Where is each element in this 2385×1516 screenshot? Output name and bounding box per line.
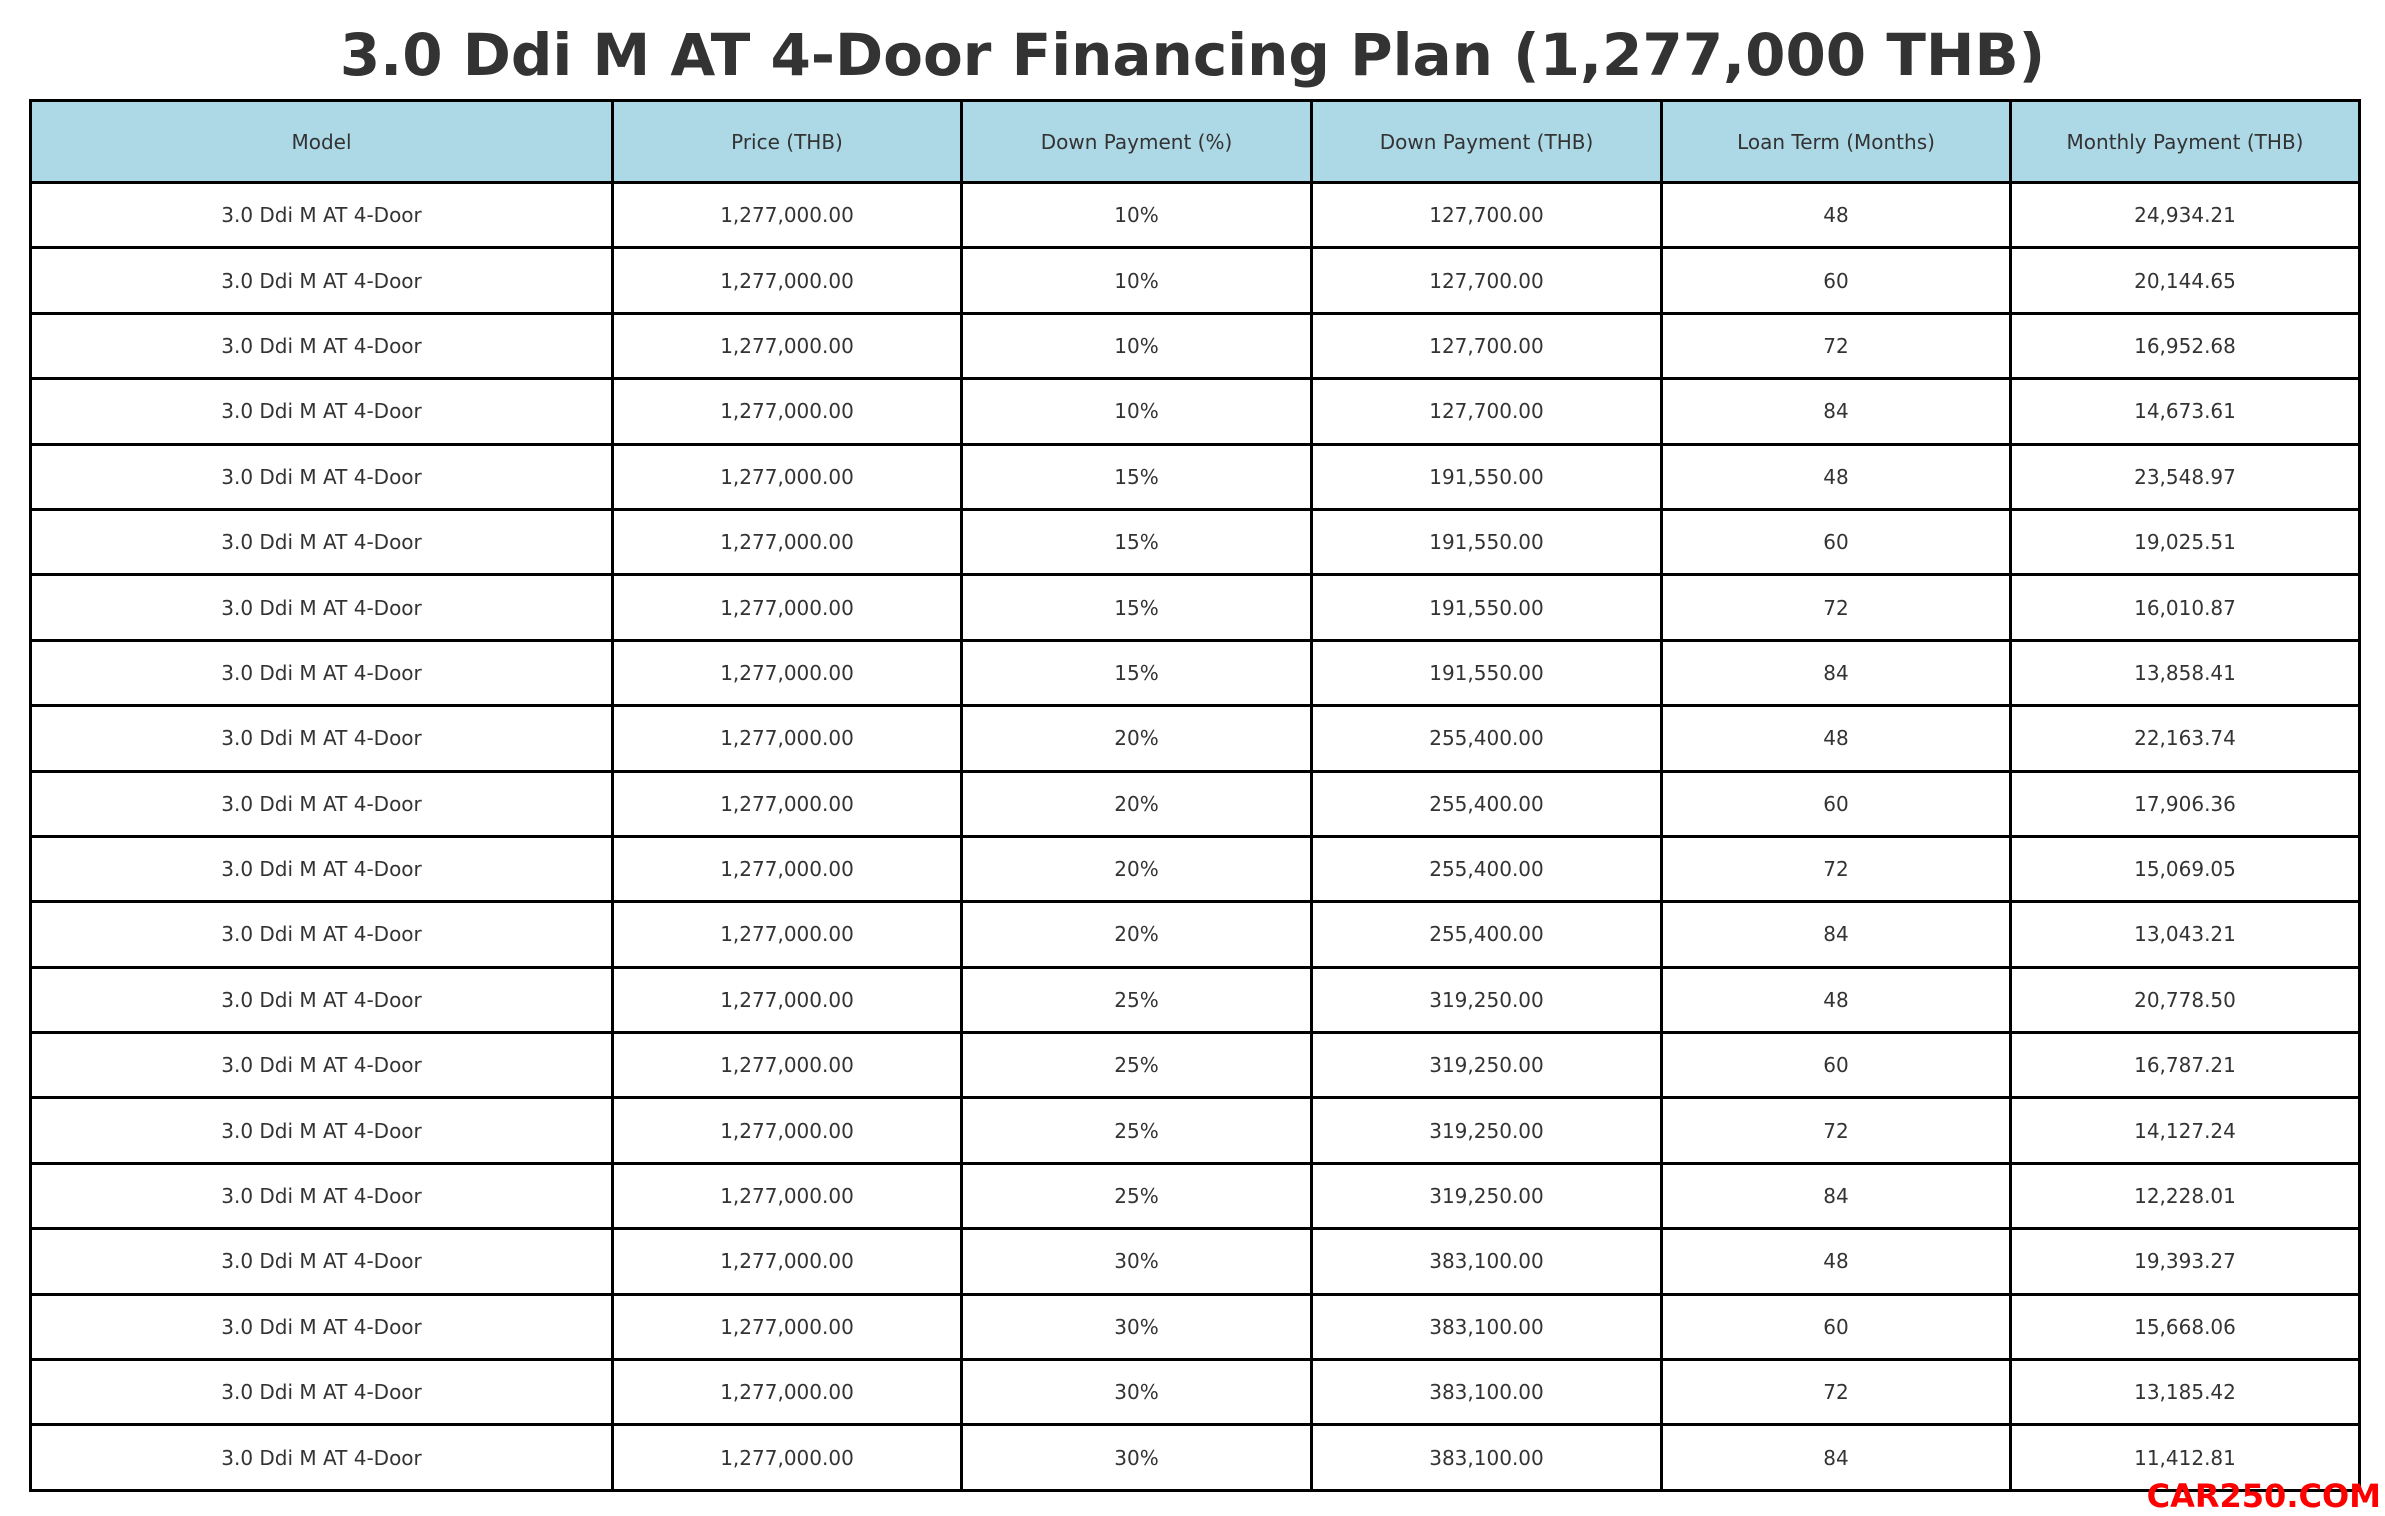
table-body [31, 183, 2360, 1491]
cell-price: 1,277,000.00 [613, 1163, 962, 1228]
cell-down-payment-thb: 191,550.00 [1312, 575, 1662, 640]
cell-monthly-payment: 15,069.05 [2011, 836, 2360, 901]
cell-price: 1,277,000.00 [613, 706, 962, 771]
cell-model: 3.0 Ddi M AT 4-Door [31, 1163, 613, 1228]
table-row [31, 640, 2360, 705]
cell-price: 1,277,000.00 [613, 1229, 962, 1294]
column-header-loan-term: Loan Term (Months) [1662, 101, 2011, 183]
cell-down-payment-percent: 30% [962, 1229, 1312, 1294]
cell-model: 3.0 Ddi M AT 4-Door [31, 967, 613, 1032]
cell-down-payment-thb: 191,550.00 [1312, 509, 1662, 574]
cell-down-payment-percent: 20% [962, 902, 1312, 967]
cell-model: 3.0 Ddi M AT 4-Door [31, 379, 613, 444]
column-header-price: Price (THB) [613, 101, 962, 183]
cell-price: 1,277,000.00 [613, 1360, 962, 1425]
cell-down-payment-thb: 383,100.00 [1312, 1360, 1662, 1425]
cell-price: 1,277,000.00 [613, 313, 962, 378]
cell-monthly-payment: 16,010.87 [2011, 575, 2360, 640]
cell-price: 1,277,000.00 [613, 444, 962, 509]
cell-down-payment-thb: 127,700.00 [1312, 248, 1662, 313]
cell-loan-term: 72 [1662, 575, 2011, 640]
cell-down-payment-thb: 383,100.00 [1312, 1229, 1662, 1294]
table-row [31, 836, 2360, 901]
cell-down-payment-percent: 30% [962, 1294, 1312, 1359]
column-header-down-payment-thb: Down Payment (THB) [1312, 101, 1662, 183]
cell-model: 3.0 Ddi M AT 4-Door [31, 902, 613, 967]
cell-down-payment-thb: 191,550.00 [1312, 444, 1662, 509]
cell-model: 3.0 Ddi M AT 4-Door [31, 313, 613, 378]
cell-monthly-payment: 11,412.81 [2011, 1425, 2360, 1490]
cell-price: 1,277,000.00 [613, 379, 962, 444]
cell-down-payment-percent: 20% [962, 836, 1312, 901]
table-row [31, 379, 2360, 444]
cell-model: 3.0 Ddi M AT 4-Door [31, 1098, 613, 1163]
cell-down-payment-percent: 25% [962, 967, 1312, 1032]
cell-monthly-payment: 16,787.21 [2011, 1033, 2360, 1098]
cell-loan-term: 60 [1662, 771, 2011, 836]
cell-price: 1,277,000.00 [613, 1425, 962, 1490]
cell-monthly-payment: 13,185.42 [2011, 1360, 2360, 1425]
cell-model: 3.0 Ddi M AT 4-Door [31, 1425, 613, 1490]
cell-loan-term: 48 [1662, 967, 2011, 1032]
cell-price: 1,277,000.00 [613, 836, 962, 901]
cell-down-payment-thb: 319,250.00 [1312, 1098, 1662, 1163]
cell-monthly-payment: 22,163.74 [2011, 706, 2360, 771]
cell-loan-term: 84 [1662, 379, 2011, 444]
cell-down-payment-thb: 383,100.00 [1312, 1425, 1662, 1490]
cell-monthly-payment: 15,668.06 [2011, 1294, 2360, 1359]
cell-monthly-payment: 19,025.51 [2011, 509, 2360, 574]
cell-down-payment-thb: 255,400.00 [1312, 902, 1662, 967]
cell-monthly-payment: 20,778.50 [2011, 967, 2360, 1032]
cell-down-payment-thb: 255,400.00 [1312, 706, 1662, 771]
column-header-monthly-payment: Monthly Payment (THB) [2011, 101, 2360, 183]
cell-price: 1,277,000.00 [613, 248, 962, 313]
cell-model: 3.0 Ddi M AT 4-Door [31, 1033, 613, 1098]
cell-down-payment-percent: 15% [962, 640, 1312, 705]
table-row [31, 313, 2360, 378]
cell-monthly-payment: 13,858.41 [2011, 640, 2360, 705]
cell-price: 1,277,000.00 [613, 771, 962, 836]
table-row [31, 771, 2360, 836]
cell-loan-term: 48 [1662, 706, 2011, 771]
cell-loan-term: 60 [1662, 1033, 2011, 1098]
cell-model: 3.0 Ddi M AT 4-Door [31, 575, 613, 640]
table-row [31, 183, 2360, 248]
cell-down-payment-thb: 255,400.00 [1312, 771, 1662, 836]
cell-monthly-payment: 20,144.65 [2011, 248, 2360, 313]
cell-down-payment-percent: 30% [962, 1360, 1312, 1425]
cell-monthly-payment: 13,043.21 [2011, 902, 2360, 967]
cell-loan-term: 72 [1662, 836, 2011, 901]
cell-model: 3.0 Ddi M AT 4-Door [31, 640, 613, 705]
table-row [31, 1229, 2360, 1294]
table-row [31, 967, 2360, 1032]
cell-down-payment-percent: 15% [962, 444, 1312, 509]
cell-down-payment-thb: 127,700.00 [1312, 183, 1662, 248]
column-header-model: Model [31, 101, 613, 183]
cell-down-payment-percent: 10% [962, 248, 1312, 313]
cell-down-payment-percent: 15% [962, 509, 1312, 574]
cell-loan-term: 72 [1662, 1098, 2011, 1163]
cell-down-payment-percent: 30% [962, 1425, 1312, 1490]
cell-down-payment-thb: 383,100.00 [1312, 1294, 1662, 1359]
cell-down-payment-percent: 10% [962, 183, 1312, 248]
cell-monthly-payment: 16,952.68 [2011, 313, 2360, 378]
cell-loan-term: 60 [1662, 248, 2011, 313]
cell-loan-term: 84 [1662, 902, 2011, 967]
cell-model: 3.0 Ddi M AT 4-Door [31, 1229, 613, 1294]
cell-price: 1,277,000.00 [613, 575, 962, 640]
table-row [31, 1033, 2360, 1098]
table-row [31, 444, 2360, 509]
table-row [31, 1425, 2360, 1490]
cell-price: 1,277,000.00 [613, 1098, 962, 1163]
cell-down-payment-percent: 25% [962, 1033, 1312, 1098]
cell-loan-term: 48 [1662, 444, 2011, 509]
cell-model: 3.0 Ddi M AT 4-Door [31, 183, 613, 248]
cell-down-payment-percent: 20% [962, 706, 1312, 771]
cell-down-payment-percent: 25% [962, 1098, 1312, 1163]
cell-price: 1,277,000.00 [613, 1294, 962, 1359]
cell-monthly-payment: 24,934.21 [2011, 183, 2360, 248]
cell-monthly-payment: 14,673.61 [2011, 379, 2360, 444]
table-row [31, 1098, 2360, 1163]
cell-price: 1,277,000.00 [613, 967, 962, 1032]
cell-model: 3.0 Ddi M AT 4-Door [31, 771, 613, 836]
cell-model: 3.0 Ddi M AT 4-Door [31, 509, 613, 574]
cell-down-payment-thb: 127,700.00 [1312, 313, 1662, 378]
cell-loan-term: 72 [1662, 1360, 2011, 1425]
cell-down-payment-thb: 127,700.00 [1312, 379, 1662, 444]
cell-loan-term: 60 [1662, 509, 2011, 574]
cell-loan-term: 84 [1662, 640, 2011, 705]
table-row [31, 1163, 2360, 1228]
cell-down-payment-percent: 15% [962, 575, 1312, 640]
cell-down-payment-thb: 319,250.00 [1312, 1033, 1662, 1098]
cell-model: 3.0 Ddi M AT 4-Door [31, 1294, 613, 1359]
cell-down-payment-percent: 20% [962, 771, 1312, 836]
cell-loan-term: 84 [1662, 1425, 2011, 1490]
table-row [31, 902, 2360, 967]
table-header-row [31, 101, 2360, 183]
column-header-down-payment-percent: Down Payment (%) [962, 101, 1312, 183]
cell-down-payment-thb: 319,250.00 [1312, 1163, 1662, 1228]
cell-loan-term: 72 [1662, 313, 2011, 378]
table-row [31, 1294, 2360, 1359]
cell-price: 1,277,000.00 [613, 902, 962, 967]
table-row [31, 575, 2360, 640]
cell-down-payment-thb: 255,400.00 [1312, 836, 1662, 901]
cell-monthly-payment: 23,548.97 [2011, 444, 2360, 509]
cell-model: 3.0 Ddi M AT 4-Door [31, 444, 613, 509]
cell-down-payment-percent: 10% [962, 313, 1312, 378]
cell-monthly-payment: 14,127.24 [2011, 1098, 2360, 1163]
cell-price: 1,277,000.00 [613, 183, 962, 248]
table-row [31, 706, 2360, 771]
cell-down-payment-percent: 10% [962, 379, 1312, 444]
table-row [31, 248, 2360, 313]
cell-loan-term: 84 [1662, 1163, 2011, 1228]
cell-loan-term: 48 [1662, 183, 2011, 248]
cell-monthly-payment: 19,393.27 [2011, 1229, 2360, 1294]
cell-monthly-payment: 17,906.36 [2011, 771, 2360, 836]
cell-monthly-payment: 12,228.01 [2011, 1163, 2360, 1228]
financing-table [29, 99, 2361, 1492]
cell-model: 3.0 Ddi M AT 4-Door [31, 836, 613, 901]
table-row [31, 1360, 2360, 1425]
cell-price: 1,277,000.00 [613, 509, 962, 574]
cell-down-payment-thb: 191,550.00 [1312, 640, 1662, 705]
cell-model: 3.0 Ddi M AT 4-Door [31, 1360, 613, 1425]
cell-price: 1,277,000.00 [613, 1033, 962, 1098]
table-row [31, 509, 2360, 574]
cell-model: 3.0 Ddi M AT 4-Door [31, 248, 613, 313]
cell-down-payment-percent: 25% [962, 1163, 1312, 1228]
cell-loan-term: 48 [1662, 1229, 2011, 1294]
page-title: 3.0 Ddi M AT 4-Door Financing Plan (1,277,000 THB) [339, 21, 2046, 89]
cell-down-payment-thb: 319,250.00 [1312, 967, 1662, 1032]
cell-price: 1,277,000.00 [613, 640, 962, 705]
cell-loan-term: 60 [1662, 1294, 2011, 1359]
cell-model: 3.0 Ddi M AT 4-Door [31, 706, 613, 771]
watermark-logo: CAR250.COM [2146, 1477, 2381, 1515]
